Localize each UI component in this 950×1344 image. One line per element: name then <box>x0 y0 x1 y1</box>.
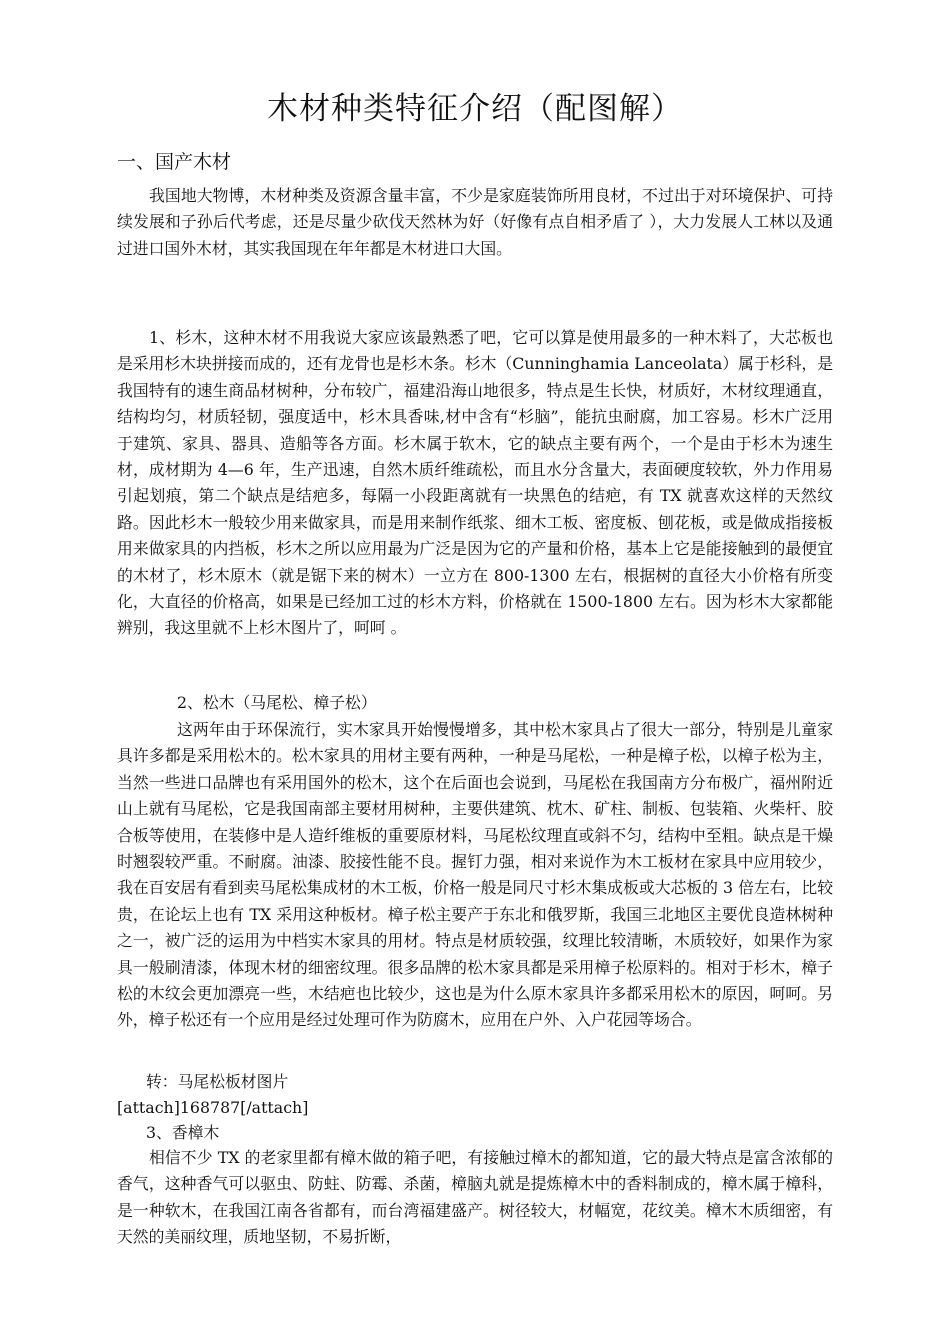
heading-pine: 2、松木（马尾松、樟子松） <box>177 693 377 712</box>
heading-camphor: 3、香樟木 <box>146 1123 220 1142</box>
section-heading-domestic-wood: 一、国产木材 <box>117 151 232 173</box>
attachment-placeholder: [attach]168787[/attach] <box>117 1098 309 1117</box>
document-title: 木材种类特征介绍（配图解） <box>267 91 683 127</box>
paragraph-camphor: 相信不少 TX 的老家里都有樟木做的箱子吧，有接触过樟木的都知道，它的最大特点是富含浓郁的香气，这种香气可以驱虫、防蛀、防霉、杀菌，樟脑丸就是提炼樟木中的香料制成的，樟木属于樟科，是一种软木，在我国江南各省都有，而台湾福建盛产。树径较大，材幅宽，花纹美。樟木木质细密，有天然的美丽纹理，质地坚韧，不易折断， <box>117 1148 833 1247</box>
intro-paragraph: 我国地大物博，木材种类及资源含量丰富，不少是家庭装饰所用良材，不过出于对环境保护、可持续发展和子孙后代考虑，还是尽量少砍伐天然林为好（好像有点自相矛盾了 ），大力发展人工林以及通过进口国外木材，其实我国现在年年都是木材进口大国。 <box>117 186 833 258</box>
paragraph-fir: 1、杉木，这种木材不用我说大家应该最熟悉了吧，它可以算是使用最多的一种木料了，大芯板也是采用杉木块拼接而成的，还有龙骨也是杉木条。杉木（Cunninghamia Lanceolata）属于杉科，是我国特有的速生商品材树种，分布较广，福建沿海山地很多，特点是生长快，材质好，木材纹理通直，结构均匀，材质轻韧，强度适中，杉木具香味,材中含有“杉脑”，能抗虫耐腐，加工容易。杉木广泛用于建筑、家具、器具、造船等各方面。杉木属于软木，它的缺点主要有两个，一个是由于杉木为速生材，成材期为 4—6 年，生产迅速，自然木质纤维疏松，而且水分含量大，表面硬度较软，外力作用易引起划痕，第二个缺点是结疤多，每隔一小段距离就有一块黑色的结疤，有 TX 就喜欢这样的天然纹路。因此杉木一般较少用来做家具，而是用来制作纸浆、细木工板、密度板、刨花板，或是做成指接板用来做家具的内挡板，杉木之所以应用最为广泛是因为它的产量和价格，基本上它是能接触到的最便宜的木材了，杉木原木（就是锯下来的树木）一立方在 800-1300 左右，根据树的直径大小价格有所变化，大直径的价格高，如果是已经加工过的杉木方料，价格就在 1500-1800 左右。因为杉木大家都能辨别，我这里就不上杉木图片了，呵呵 。 <box>117 328 833 638</box>
paragraph-pine: 这两年由于环保流行，实木家具开始慢慢增多，其中松木家具占了很大一部分，特别是儿童家具许多都是采用松木的。松木家具的用材主要有两种，一种是马尾松，一种是樟子松，以樟子松为主，当然一些进口品牌也有采用国外的松木，这个在后面也会说到，马尾松在我国南方分布极广，福州附近山上就有马尾松，它是我国南部主要材用树种，主要供建筑、枕木、矿柱、制板、包装箱、火柴杆、胶合板等使用，在装修中是人造纤维板的重要原材料，马尾松纹理直或斜不匀，结构中至粗。缺点是干燥时翘裂较严重。不耐腐。油漆、胶接性能不良。握钉力强，相对来说作为木工板材在家具中应用较少，我在百安居有看到卖马尾松集成材的木工板，价格一般是同尺寸杉木集成板或大芯板的 3 倍左右，比较贵，在论坛上也有 TX 采用这种板材。樟子松主要产于东北和俄罗斯，我国三北地区主要优良造林树种之一，被广泛的运用为中档实木家具的用材。特点是材质较强，纹理比较清晰，木质较好，如果作为家具一般刷清漆，体现木材的细密纹理。很多品牌的松木家具都是采用樟子松原料的。相对于杉木，樟子松的木纹会更加漂亮一些，木结疤也比较少，这也是为什么原木家具许多都采用松木的原因，呵呵。另外，樟子松还有一个应用是经过处理可作为防腐木，应用在户外、入户花园等场合。 <box>117 720 833 1030</box>
repost-caption: 转：马尾松板材图片 <box>146 1072 289 1091</box>
